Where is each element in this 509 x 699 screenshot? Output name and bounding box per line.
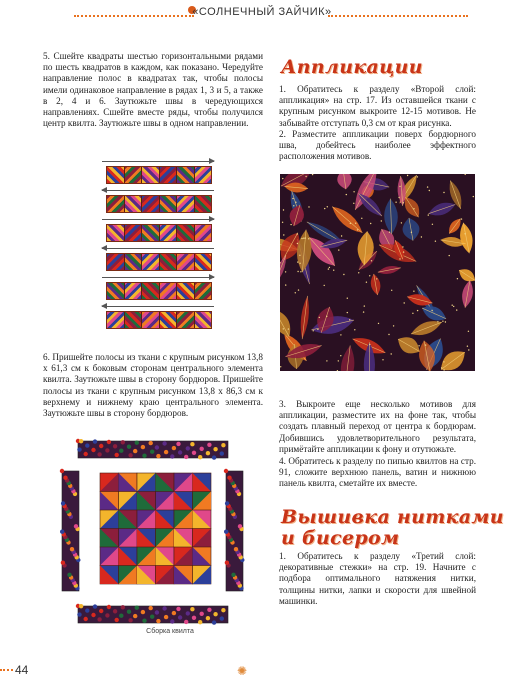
- header-rule-right: [328, 15, 468, 17]
- strip-square: [160, 167, 178, 183]
- press-direction-arrow: [102, 248, 214, 249]
- embroidery-step-1: 1. Обратитесь к разделу «Третий слой: декоративные стежки» на стр. 19. Начните с подбора оптимального натяжения нитки, толщины нитки, лапки и скорости для швейной машинки.: [279, 551, 476, 606]
- quilt-row-strip: [106, 311, 212, 329]
- strip-square: [160, 312, 178, 328]
- press-direction-arrow: [102, 190, 214, 191]
- strip-square: [177, 225, 195, 241]
- strip-square: [177, 283, 195, 299]
- strip-square: [107, 196, 125, 212]
- step-6-text: 6. Пришейте полосы из ткани с крупным рисунком 13,8 x 61,3 см к боковым сторонам центрального элемента квилта. Заутюжьте швы в сторону бордюров. Пришейте полосы из ткани с крупным рисунком 13,8 x 86,3 см к верхнему и нижнему краю центрального элемента. Заутюжьте швы в сторону бордюров.: [43, 352, 263, 419]
- strip-square: [195, 254, 212, 270]
- quilt-row-strip: [106, 224, 212, 242]
- applique-step-1: 1. Обратитесь к разделу «Второй слой: аппликация» на стр. 17. Из оставшейся ткани с крупным рисунком выкроите 12-15 мотивов. Не забывайте отступать 0,3 см от края рисунка.: [279, 84, 476, 128]
- strip-square: [142, 196, 160, 212]
- running-header: «СОЛНЕЧНЫЙ ЗАЙЧИК»: [192, 6, 332, 18]
- strip-square: [142, 254, 160, 270]
- embroidery-heading-line-1: Вышивка нитками: [281, 506, 504, 528]
- applique-step-4: 4. Обратитесь к разделу по пипью квилтов на стр. 91, сложите верхнюю панель, ватин и нижнюю панель квилта, сметайте их вместе.: [279, 456, 476, 489]
- appliques-heading: Аппликации: [281, 56, 423, 78]
- strip-square: [107, 283, 125, 299]
- strip-square: [160, 254, 178, 270]
- strip-square: [195, 225, 212, 241]
- strip-square: [107, 167, 125, 183]
- strip-square: [142, 225, 160, 241]
- strip-square: [142, 283, 160, 299]
- strip-square: [177, 312, 195, 328]
- sun-ornament-icon: ✺: [237, 664, 248, 678]
- strip-square: [177, 167, 195, 183]
- press-direction-arrow: [102, 219, 214, 220]
- strip-square: [177, 254, 195, 270]
- header-rule-left: [74, 15, 194, 17]
- strip-square: [125, 312, 143, 328]
- quilt-row-strip: [106, 195, 212, 213]
- strip-square: [160, 196, 178, 212]
- strip-square: [177, 196, 195, 212]
- quilt-row-strip: [106, 166, 212, 184]
- strip-square: [195, 196, 212, 212]
- page-number: 44: [15, 663, 29, 677]
- strip-square: [125, 196, 143, 212]
- strip-square: [160, 283, 178, 299]
- press-direction-arrow: [102, 306, 214, 307]
- strip-square: [125, 283, 143, 299]
- quilt-assembly-diagram: [58, 437, 248, 627]
- strip-square: [142, 167, 160, 183]
- press-direction-arrow: [102, 161, 214, 162]
- press-direction-arrow: [102, 277, 214, 278]
- strip-square: [195, 312, 212, 328]
- step-5-text: 5. Сшейте квадраты шестью горизонтальными рядами по шесть квадратов в каждом, как показано. Чередуйте направление полос в квадратах так, чтобы полосы имели одинаковое направление в рядах 1, 3 и 5, а также в 2, 4 и 6. Заутюжьте швы в чередующихся направлениях. Сшейте вместе ряды, чтобы получился центр квилта. Заутюжьте швы в одном направлении.: [43, 51, 263, 129]
- strip-square: [195, 167, 212, 183]
- applique-step-2: 2. Разместите аппликации поверх бордюрного шва, добейтесь наиболее эффектного расположения мотивов.: [279, 129, 476, 162]
- figure-caption: Сборка квилта: [146, 628, 194, 635]
- strip-square: [107, 225, 125, 241]
- quilt-row-strip: [106, 282, 212, 300]
- row-strips-diagram: [96, 158, 224, 334]
- strip-square: [125, 167, 143, 183]
- footer-rule: [0, 669, 13, 671]
- strip-square: [160, 225, 178, 241]
- strip-square: [107, 254, 125, 270]
- embroidery-heading-line-2: и бисером: [281, 527, 400, 549]
- strip-square: [142, 312, 160, 328]
- strip-square: [125, 254, 143, 270]
- quilt-row-strip: [106, 253, 212, 271]
- strip-square: [107, 312, 125, 328]
- applique-step-3: 3. Выкроите еще несколько мотивов для аппликации, разместите их на фоне так, чтобы создать плавный переход от центра к бордюрам. Добившись удовлетворительного результата, примётайте аппликации к фону и отутюжьте.: [279, 399, 476, 454]
- strip-square: [195, 283, 212, 299]
- strip-square: [125, 225, 143, 241]
- applique-fabric-photo: [280, 174, 475, 371]
